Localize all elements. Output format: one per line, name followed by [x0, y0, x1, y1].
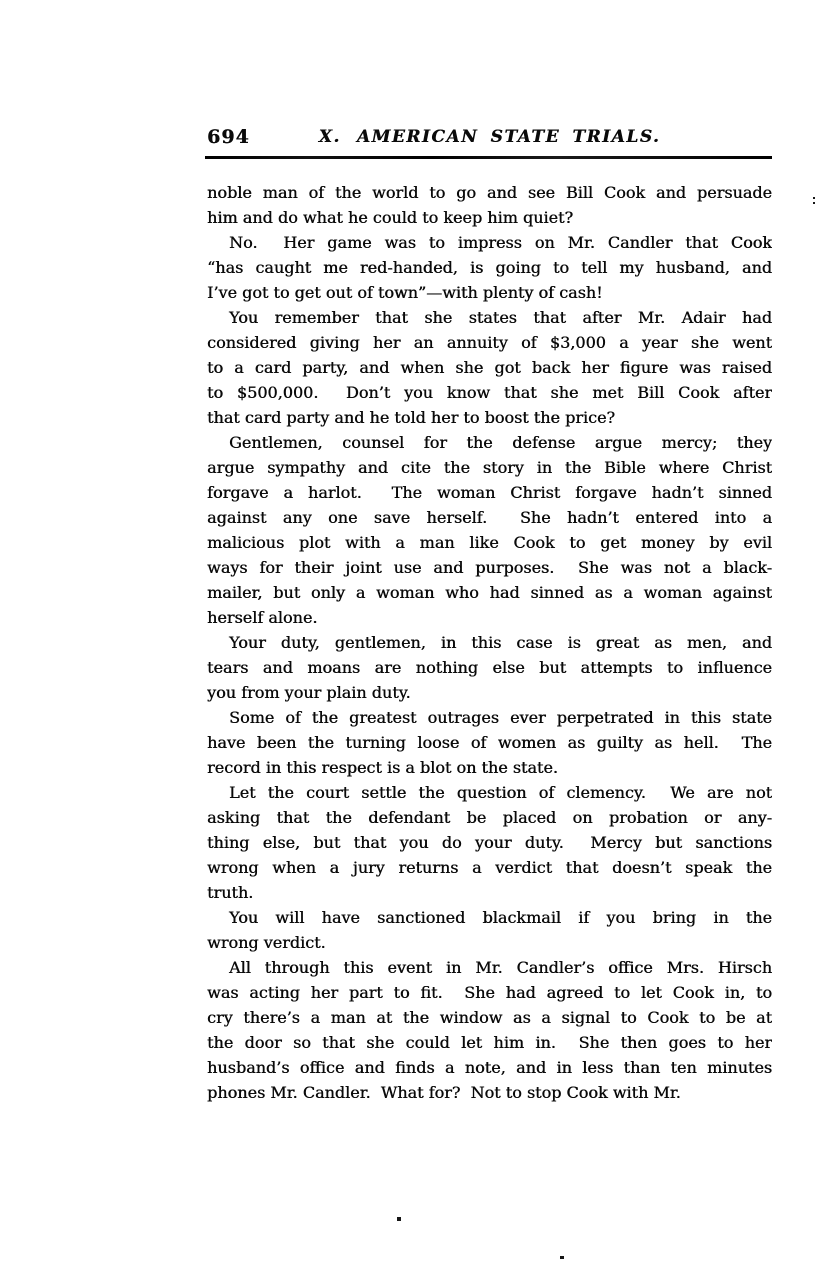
text-line: Your duty, gentlemen, in this case is great as men, and — [229, 633, 772, 652]
scan-speck — [813, 202, 815, 204]
paragraph — [207, 780, 772, 905]
text-line: to a card party, and when she got back her figure was raised — [207, 358, 772, 377]
paragraph — [207, 305, 772, 430]
page-header — [207, 126, 772, 152]
running-title-text: AMERICAN STATE TRIALS. — [356, 127, 661, 147]
text-line: wrong verdict. — [207, 933, 326, 952]
text-line: wrong when a jury returns a verdict that doesn’t speak the — [207, 858, 772, 877]
paragraph — [207, 955, 772, 1105]
text-line: All through this event in Mr. Candler’s office Mrs. Hirsch — [229, 958, 772, 977]
paragraph — [207, 430, 772, 630]
scan-speck — [397, 1217, 401, 1221]
page-body — [207, 180, 772, 1105]
text-line: tears and moans are nothing else but attempts to influence — [207, 658, 772, 677]
text-line: I’ve got to get out of town”—with plenty of cash! — [207, 283, 603, 302]
paragraph — [207, 230, 772, 305]
header-rule — [205, 156, 772, 159]
text-line: have been the turning loose of women as guilty as hell. The — [207, 733, 772, 752]
text-line: husband’s office and finds a note, and in less than ten minutes — [207, 1058, 772, 1077]
text-line: noble man of the world to go and see Bill Cook and persuade — [207, 183, 772, 202]
text-line: You remember that she states that after Mr. Adair had — [229, 308, 772, 327]
scan-speck — [560, 1256, 564, 1259]
text-line: asking that the defendant be placed on probation or any- — [207, 808, 772, 827]
text-line: him and do what he could to keep him quiet? — [207, 208, 573, 227]
text-line: argue sympathy and cite the story in the Bible where Christ — [207, 458, 772, 477]
page-number: 694 — [207, 126, 250, 148]
text-line: you from your plain duty. — [207, 683, 411, 702]
text-line: Some of the greatest outrages ever perpetrated in this state — [229, 708, 772, 727]
text-line: “has caught me red-handed, is going to tell my husband, and — [207, 258, 772, 277]
text-line: phones Mr. Candler. What for? Not to stop Cook with Mr. — [207, 1083, 681, 1102]
text-line: cry there’s a man at the window as a signal to Cook to be at — [207, 1008, 772, 1027]
text-line: No. Her game was to impress on Mr. Candler that Cook — [229, 233, 772, 252]
text-line: Gentlemen, counsel for the defense argue mercy; they — [229, 433, 772, 452]
text-line: herself alone. — [207, 608, 318, 627]
paragraph — [207, 630, 772, 705]
paragraph — [207, 180, 772, 230]
text-line: considered giving her an annuity of $3,000 a year she went — [207, 333, 772, 352]
text-line: the door so that she could let him in. She then goes to her — [207, 1033, 772, 1052]
text-line: truth. — [207, 883, 254, 902]
text-line: was acting her part to fit. She had agreed to let Cook in, to — [207, 983, 772, 1002]
text-line: mailer, but only a woman who had sinned as a woman against — [207, 583, 772, 602]
paragraph — [207, 705, 772, 780]
text-line: You will have sanctioned blackmail if you bring in the — [229, 908, 772, 927]
volume-numeral: X. — [318, 127, 341, 147]
text-line: against any one save herself. She hadn’t entered into a — [207, 508, 772, 527]
text-line: thing else, but that you do your duty. Mercy but sanctions — [207, 833, 772, 852]
text-line: malicious plot with a man like Cook to get money by evil — [207, 533, 772, 552]
scan-speck — [813, 197, 815, 199]
text-line: ways for their joint use and purposes. She was not a black- — [207, 558, 772, 577]
text-line: forgave a harlot. The woman Christ forgave hadn’t sinned — [207, 483, 772, 502]
running-title — [207, 126, 772, 147]
paragraph — [207, 905, 772, 955]
text-line: to $500,000. Don’t you know that she met Bill Cook after — [207, 383, 772, 402]
text-line: that card party and he told her to boost the price? — [207, 408, 615, 427]
text-line: Let the court settle the question of clemency. We are not — [229, 783, 772, 802]
text-line: record in this respect is a blot on the state. — [207, 758, 558, 777]
